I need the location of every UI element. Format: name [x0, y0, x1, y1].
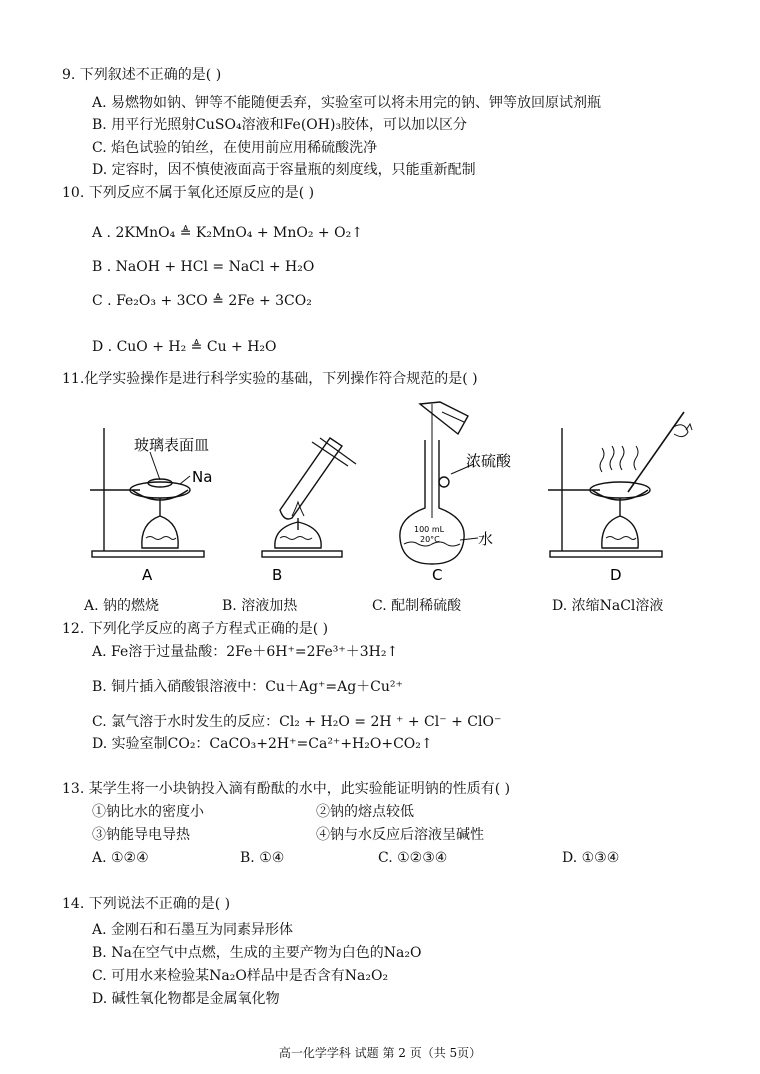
label-fig-d: D [610, 566, 622, 584]
q11-option-c: C. 配制稀硫酸 [372, 598, 462, 614]
label-water: 水 [478, 530, 494, 548]
q13-item-1: ①钠比水的密度小 [92, 804, 204, 820]
q9-option-b: B. 用平行光照射CuSO₄溶液和Fe(OH)₃胶体，可以加以区分 [92, 117, 468, 133]
q11-option-b: B. 溶液加热 [222, 598, 298, 614]
stand-base-b [262, 551, 342, 557]
q13-option-d: D. ①③④ [562, 850, 620, 866]
q13-item-3: ③钠能导电导热 [92, 827, 190, 843]
label-acid: 浓硫酸 [466, 452, 512, 470]
q9-option-d: D. 定容时，因不慎使液面高于容量瓶的刻度线，只能重新配制 [92, 162, 476, 178]
q14-option-a: A. 金刚石和石墨互为同素异形体 [92, 922, 294, 938]
q14-option-d: D. 碱性氧化物都是金属氧化物 [92, 991, 280, 1007]
q12-option-d: D. 实验室制CO₂：CaCO₃+2H⁺=Ca²⁺+H₂O+CO₂↑ [92, 736, 433, 752]
label-na: Na [192, 468, 213, 486]
q13-stem: 13. 某学生将一小块钠投入滴有酚酞的水中，此实验能证明钠的性质有( ) [62, 781, 511, 797]
q10-option-a: A . 2KMnO₄ ≜ K₂MnO₄ + MnO₂ + O₂↑ [92, 225, 363, 241]
q11-option-d: D. 浓缩NaCl溶液 [552, 598, 664, 614]
q14-stem: 14. 下列说法不正确的是( ) [62, 896, 231, 912]
q11-stem: 11.化学实验操作是进行科学实验的基础，下列操作符合规范的是( ) [62, 371, 478, 387]
q13-item-2: ②钠的熔点较低 [316, 804, 414, 820]
label-flask-temp: 20°C [420, 535, 440, 544]
q9-option-c: C. 焰色试验的铂丝，在使用前应用稀硫酸洗净 [92, 140, 378, 156]
q10-stem: 10. 下列反应不属于氧化还原反应的是( ) [62, 185, 315, 201]
q14-option-c: C. 可用水来检验某Na₂O样品中是否含有Na₂O₂ [92, 968, 389, 984]
q10-option-c: C . Fe₂O₃ + 3CO ≜ 2Fe + 3CO₂ [92, 293, 312, 309]
q13-option-a: A. ①②④ [92, 850, 149, 866]
label-dish: 玻璃表面皿 [134, 436, 210, 454]
q10-option-d: D . CuO + H₂ ≜ Cu + H₂O [92, 339, 277, 355]
apparatus-figure [80, 398, 720, 588]
stand-base-d [550, 551, 662, 557]
q12-option-a: A. Fe溶于过量盐酸：2Fe＋6H⁺=2Fe³⁺＋3H₂↑ [92, 644, 399, 660]
label-flask-volume: 100 mL [414, 525, 445, 534]
label-fig-a: A [142, 566, 153, 584]
q13-option-b: B. ①④ [240, 850, 285, 866]
q12-option-c: C. 氯气溶于水时发生的反应：Cl₂ + H₂O = 2H ⁺ + Cl⁻ + ClO⁻ [92, 714, 502, 730]
label-fig-b: B [272, 566, 283, 584]
page-footer: 高一化学学科 试题 第 2 页（共 5页） [278, 1046, 482, 1060]
q10-option-b: B . NaOH + HCl = NaCl + H₂O [92, 259, 315, 275]
q12-stem: 12. 下列化学反应的离子方程式正确的是( ) [62, 621, 329, 637]
label-fig-c: C [432, 566, 443, 584]
q11-option-a: A. 钠的燃烧 [84, 598, 160, 614]
stand-base-a [92, 551, 204, 557]
q13-option-c: C. ①②③④ [378, 850, 448, 866]
q9-option-a: A. 易燃物如钠、钾等不能随便丢弃，实验室可以将未用完的钠、钾等放回原试剂瓶 [92, 95, 602, 111]
q12-option-b: B. 铜片插入硝酸银溶液中：Cu＋Ag⁺=Ag＋Cu²⁺ [92, 679, 403, 695]
q9-stem: 9. 下列叙述不正确的是( ) [62, 67, 222, 83]
q13-item-4: ④钠与水反应后溶液呈碱性 [316, 827, 484, 843]
q14-option-b: B. Na在空气中点燃，生成的主要产物为白色的Na₂O [92, 945, 422, 961]
